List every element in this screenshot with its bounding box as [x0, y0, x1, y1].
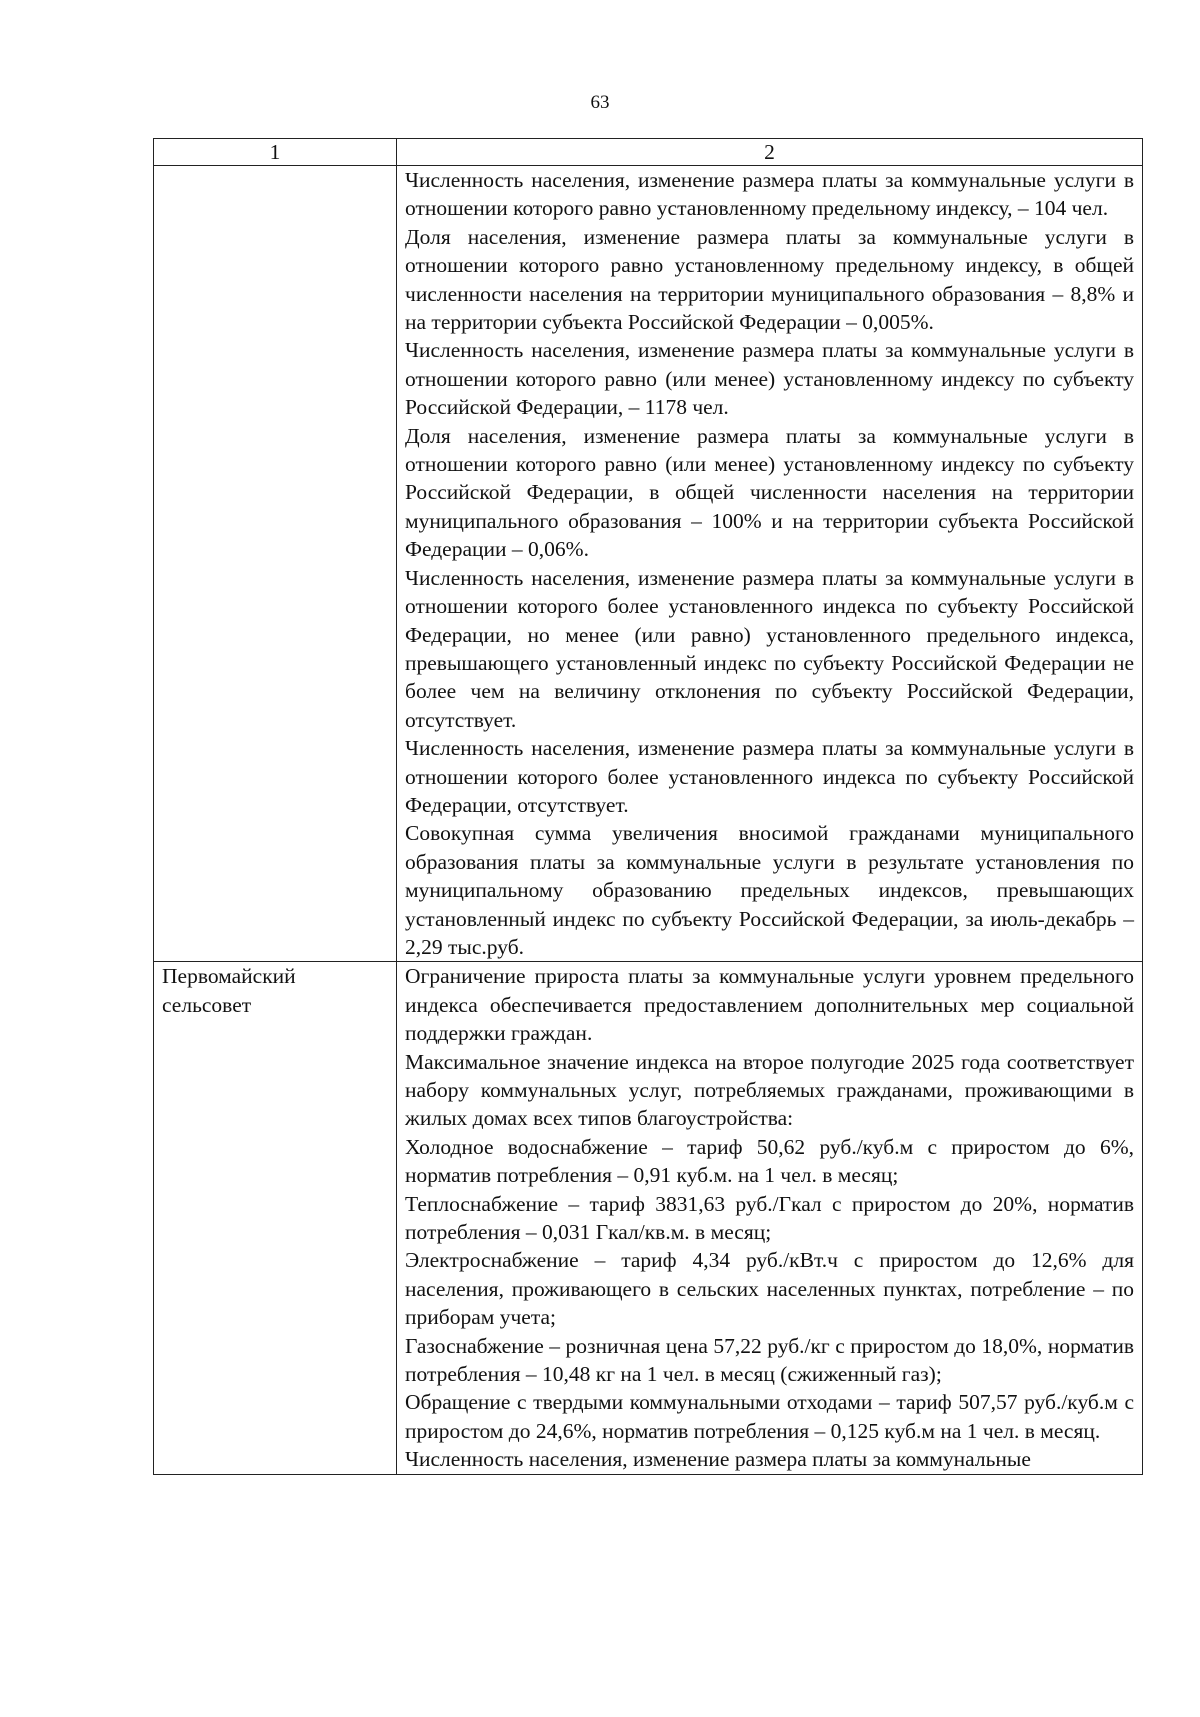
paragraph: Численность населения, изменение размера платы за коммунальные: [405, 1447, 1031, 1472]
municipality-cell: Первомайский сельсовет: [154, 962, 397, 1474]
paragraph: Максимальное значение индекса на второе полугодие 2025 года соответствует набору коммунальных услуг, потребляемых гражданами, проживающими в жилых домах всех типов благоустройства:: [405, 1049, 1134, 1131]
paragraph: Численность населения, изменение размера платы за коммунальные услуги в отношении которого равно установленному предельному индексу, – 104 чел.: [405, 168, 1134, 221]
paragraph: Холодное водоснабжение – тариф 50,62 руб./куб.м с приростом до 6%, норматив потребления – 0,91 куб.м. на 1 чел. в месяц;: [405, 1134, 1134, 1188]
paragraph: Теплоснабжение – тариф 3831,63 руб./Гкал с приростом до 20%, норматив потребления – 0,031 Гкал/кв.м. в месяц;: [405, 1191, 1134, 1245]
paragraph: Численность населения, изменение размера платы за коммунальные услуги в отношении которого более установленного индекса по субъекту Российской Федерации, но менее (или равно) установленного предельного индекса, превышающего установленный индекс по субъекту Российской Федерации не более чем на величину отклонения по субъекту Российской Федерации, отсутствует.: [405, 565, 1134, 732]
document-table: [153, 138, 1143, 1475]
paragraph: Численность населения, изменение размера платы за коммунальные услуги в отношении которого более установленного индекса по субъекту Российской Федерации, отсутствует.: [405, 736, 1134, 817]
table-row: [154, 166, 1143, 962]
table-row: [154, 962, 1143, 1474]
info-cell: [397, 166, 1143, 962]
paragraph: Обращение с твердыми коммунальными отходами – тариф 507,57 руб./куб.м с приростом до 24,6%, норматив потребления – 0,125 куб.м на 1 чел. в месяц.: [405, 1390, 1134, 1443]
info-cell: [397, 962, 1143, 1474]
paragraph: Доля населения, изменение размера платы за коммунальные услуги в отношении которого равно (или менее) установленному индексу по субъекту Российской Федерации, в общей численности населения на территории муниципального образования – 100% и на территории субъекта Российской Федерации – 0,06%.: [405, 423, 1134, 562]
paragraph: Ограничение прироста платы за коммунальные услуги уровнем предельного индекса обеспечивается предоставлением дополнительных мер социальной поддержки граждан.: [405, 964, 1134, 1046]
municipality-cell: [154, 166, 397, 962]
paragraph: Электроснабжение – тариф 4,34 руб./кВт.ч с приростом до 12,6% для населения, проживающего в сельских населенных пунктах, потребление – по приборам учета;: [405, 1248, 1134, 1330]
column-header-2: 2: [397, 139, 1143, 166]
paragraph: Газоснабжение – розничная цена 57,22 руб./кг с приростом до 18,0%, норматив потребления – 10,48 кг на 1 чел. в месяц (сжиженный газ);: [405, 1333, 1134, 1387]
table-header-row: [154, 139, 1143, 166]
column-header-1: 1: [154, 139, 397, 166]
paragraph: Численность населения, изменение размера платы за коммунальные услуги в отношении которого равно (или менее) установленному индексу по субъекту Российской Федерации, – 1178 чел.: [405, 338, 1134, 420]
paragraph: Совокупная сумма увеличения вносимой гражданами муниципального образования платы за коммунальные услуги в результате установления по муниципальному образованию предельных индексов, превышающих установленный индекс по субъекту Российской Федерации, за июль-декабрь – 2,29 тыс.руб.: [405, 821, 1134, 959]
paragraph: Доля населения, изменение размера платы за коммунальные услуги в отношении которого равно установленному предельному индексу, в общей численности населения на территории муниципального образования – 8,8% и на территории субъекта Российской Федерации – 0,005%.: [405, 224, 1134, 335]
page-number: 63: [590, 92, 610, 113]
